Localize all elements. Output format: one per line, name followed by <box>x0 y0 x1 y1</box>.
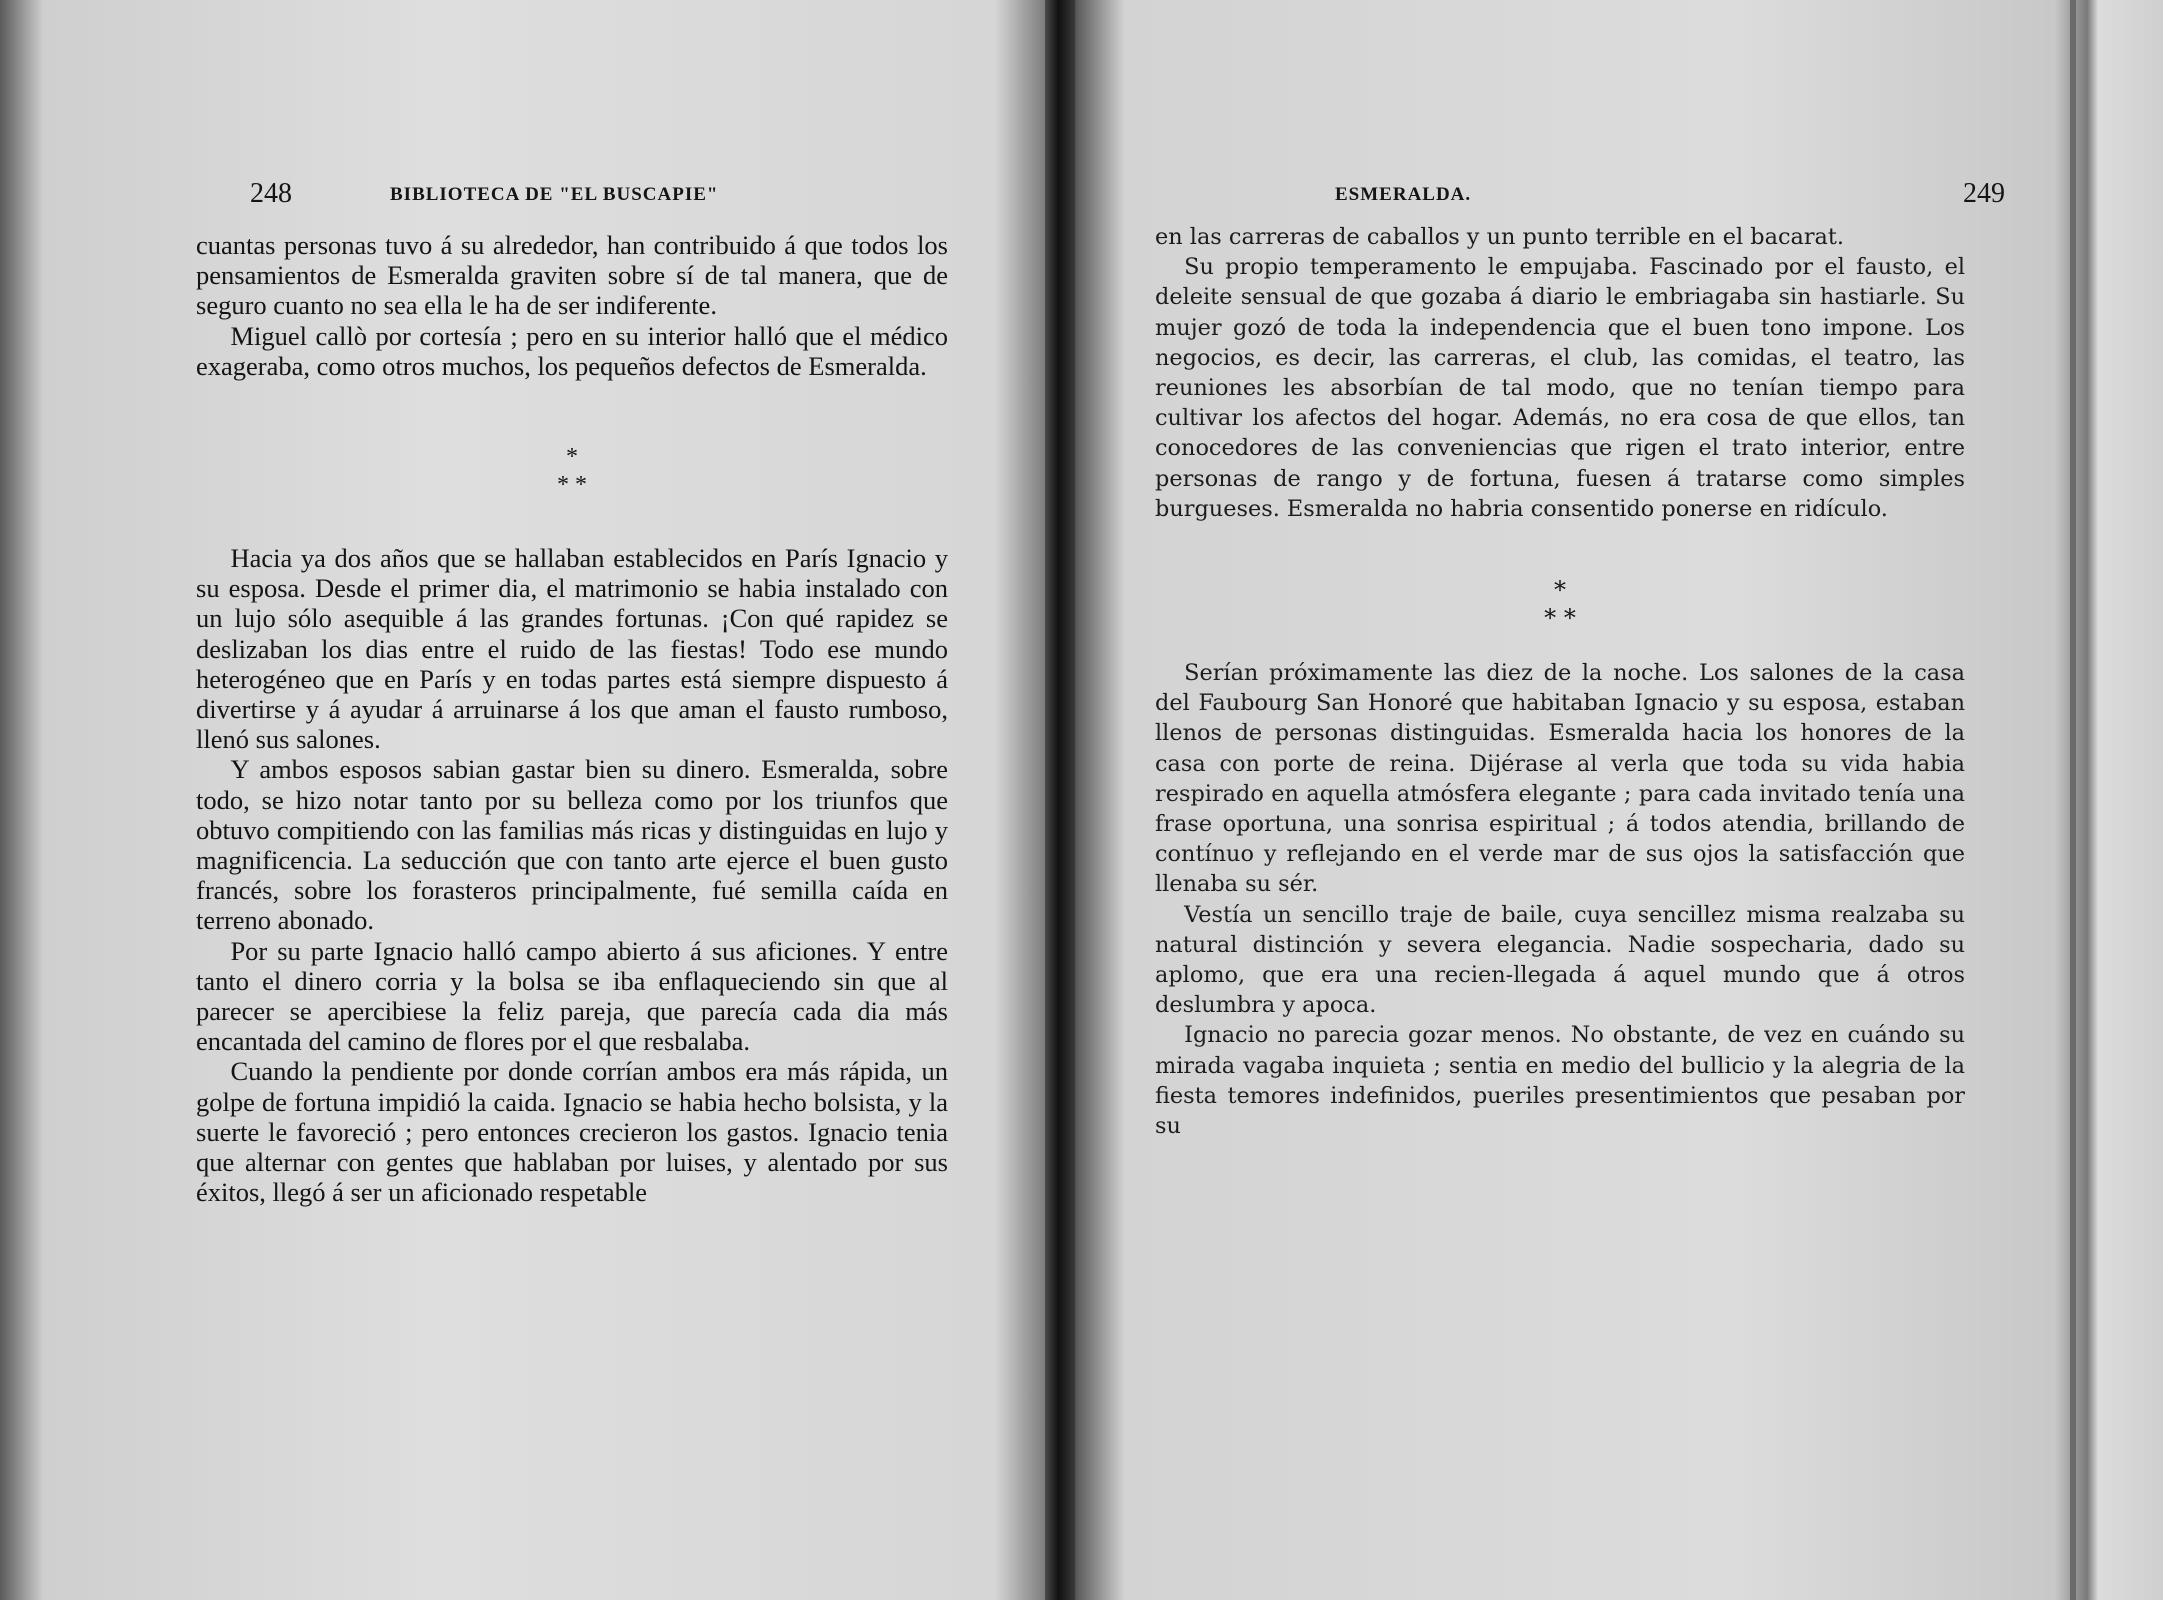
running-title: BIBLIOTECA DE "EL BUSCAPIE" <box>390 184 719 205</box>
paragraph: Su propio temperamento le empujaba. Fascinado por el fausto, el deleite sensual de que gozaba á diario le embriagaba sin hastiarle. Su mujer gozó de toda la independencia que el buen tono impone. Los negocios, es decir, las carreras, el club, las comidas, el teatro, las reuniones les absorbían de tal modo, que no tenían tiempo para cultivar los afectos del hogar. Además, no era cosa de que ellos, tan conocedores de las conveniencias que rigen el trato interior, entre personas de rango y de fortuna, fuesen á tratarse como simples burgueses. Esmeralda no habria consentido ponerse en ridículo. <box>1155 254 1965 522</box>
body-text-right <box>1155 222 1965 1141</box>
running-head-right <box>1225 178 2005 218</box>
paragraph: Vestía un sencillo traje de baile, cuya sencillez misma realzaba su natural distinción y severa elegancia. Nadie sospecharia, dado su aplomo, que era una recien-llegada á aquel mundo que á otros deslumbra y apoca. <box>1155 901 1965 1019</box>
running-title: ESMERALDA. <box>1335 184 1472 205</box>
paragraph: Y ambos esposos sabian gastar bien su dinero. Esmeralda, sobre todo, se hizo notar tanto por su belleza como por los triunfos que obtuvo compitiendo con las familias más ricas y distinguidas en lujo y magnificencia. La seducción que con tanto arte ejerce el buen gusto francés, sobre los forasteros principalmente, fué semilla caída en terreno abonado. <box>196 754 948 936</box>
body-text-left <box>196 230 948 1207</box>
paragraph: cuantas personas tuvo á su alrededor, han contribuido á que todos los pensamientos de Esmeralda graviten sobre sí de tal manera, que de seguro cuanto no sea ella le ha de ser indiferente. <box>196 230 948 321</box>
paragraph: Ignacio no parecia gozar menos. No obstante, de vez en cuándo su mirada vagaba inquieta ; sentia en medio del bullicio y la alegria de la fiesta temores indefinidos, pueriles presentimientos que pesaban por su <box>1155 1022 1965 1140</box>
paragraph: Por su parte Ignacio halló campo abierto á sus aficiones. Y entre tanto el dinero corria y la bolsa se iba enflaqueciendo sin que al parecer se apercibiese la feliz pareja, que parecía cada dia más encantada del camino de flores por el que resbalaba. <box>196 935 948 1057</box>
book-gutter <box>1045 0 1075 1600</box>
paragraph: Serían próximamente las diez de la noche. Los salones de la casa del Faubourg San Honoré que habitaban Ignacio y su esposa, estaban llenos de personas distinguidas. Esmeralda hacia los honores de la casa con porte de reina. Dijérase al verla que toda su vida habia respirado en aquella atmósfera elegante ; para cada invitado tenía una frase oportuna, una sonrisa espiritual ; á todos atendia, brillando de contínuo y reflejando en el verde mar de sus ojos la satisfacción que llenaba su sér. <box>1155 660 1965 898</box>
paragraph: en las carreras de caballos y un punto terrible en el bacarat. <box>1155 224 1845 250</box>
right-page <box>1075 0 2085 1600</box>
paragraph: Cuando la pendiente por donde corrían ambos era más rápida, un golpe de fortuna impidió la caida. Ignacio se habia hecho bolsista, y la suerte le favoreció ; pero entonces crecieron los gastos. Ignacio tenia que alternar con gentes que hablaban por luises, y alentado por sus éxitos, llegó á ser un aficionado respetable <box>196 1056 948 1208</box>
paragraph: Hacia ya dos años que se hallaban establecidos en París Ignacio y su esposa. Desde el primer dia, el matrimonio se habia instalado con un lujo sólo asequible á las grandes fortunas. ¡Con qué rapidez se deslizaban los dias entre el ruido de las fiestas! Todo ese mundo heterogéneo que en París y en todas partes está siempre dispuesto á divertirse y á ayudar á arruinarse á los que aman el fausto rumboso, llenó sus salones. <box>196 543 948 755</box>
section-break-asterism: * * * <box>557 444 587 499</box>
left-page <box>0 0 1060 1600</box>
section-break-asterism: * * * <box>1544 576 1576 633</box>
paragraph: Miguel callò por cortesía ; pero en su interior halló que el médico exageraba, como otros muchos, los pequeños defectos de Esmeralda. <box>196 320 948 381</box>
page-edge <box>2070 0 2076 1600</box>
page-number: 249 <box>1963 178 2005 209</box>
running-head-left <box>250 178 1010 218</box>
page-number: 248 <box>250 178 292 209</box>
